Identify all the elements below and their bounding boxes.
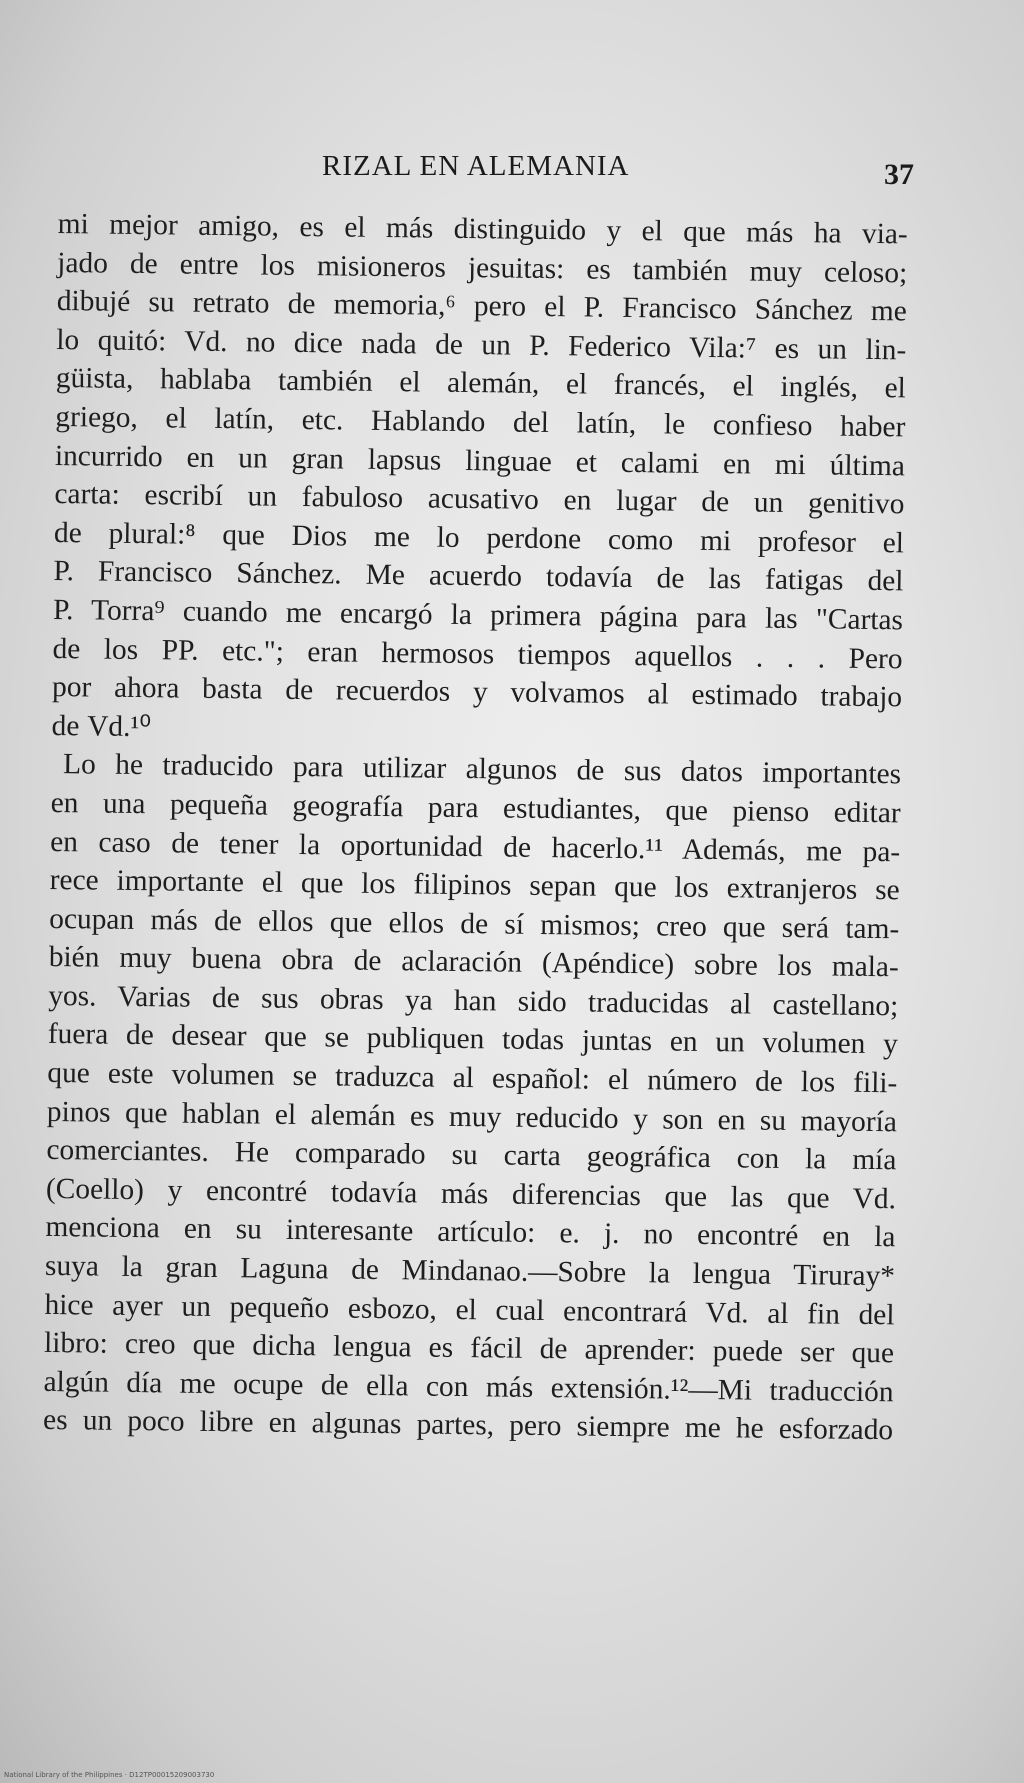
text-line: lo quitó: Vd. no dice nada de un P. Federico Vila:⁷ es un lin- [56,323,907,367]
text-line: por ahora basta de recuerdos y volvamos al estimado trabajo [51,671,903,714]
text-line: mi mejor amigo, es el más distinguido y el que más ha via- [57,207,908,251]
text-line: menciona en su interesante artículo: e. j. no encontré en la [45,1211,896,1254]
text-line: carta: escribí un fabuloso acusativo en lugar de un genitivo [54,478,905,521]
text-line: incurrido en un gran lapsus linguae et calami en mi última [54,439,906,482]
text-line: P. Francisco Sánchez. Me acuerdo todavía de las fatigas del [53,555,904,598]
text-line: rece importante el que los filipinos sepan que los extranjeros se [49,864,900,907]
text-line: de plural:⁸ que Dios me lo perdone como mi profesor el [53,516,905,560]
text-line: güista, hablaba también el alemán, el francés, el inglés, el [55,362,907,405]
page-number: 37 [884,158,914,191]
scan-credit: National Library of the Philippines · D12TP00015209003730 [4,1771,215,1779]
text-line: algún día me ocupe de ella con más extensión.¹²—Mi traducción [43,1365,894,1409]
text-line: de Vd.¹⁰ [51,709,152,743]
text-line: suya la gran Laguna de Mindanao.—Sobre la lengua Tiruray* [44,1249,896,1293]
page-header [0,150,1024,190]
text-line: fuera de desear que se publiquen todas juntas en un volumen y [47,1018,898,1061]
text-line: en caso de tener la oportunidad de hacerlo.¹¹ Además, me pa- [50,825,901,868]
running-title: RIZAL EN ALEMANIA [322,150,630,182]
text-line: es un poco libre en algunas partes, pero siempre me he esforzado [42,1404,894,1447]
text-line: de los PP. etc."; eran hermosos tiempos aquellos . . . Pero [52,632,903,675]
text-line: dibujé su retrato de memoria,⁶ pero el P. Francisco Sánchez me [56,285,907,328]
text-line: (Coello) y encontré todavía más diferencias que las que Vd. [45,1172,897,1216]
text-line: yos. Varias de sus obras ya han sido traducidas al castellano; [48,979,899,1023]
text-line: hice ayer un pequeño esbozo, el cual encontrará Vd. al fin del [44,1288,895,1331]
text-line: griego, el latín, etc. Hablando del latín, le confieso haber [55,400,906,444]
body-text [43,205,908,1450]
text-line: comerciantes. He comparado su carta geográfica con la mía [46,1134,897,1177]
text-line: libro: creo que dicha lengua es fácil de aprender: puede ser que [43,1327,895,1370]
text-line: pinos que hablan el alemán es muy reducido y son en su mayoría [46,1095,898,1138]
text-line: bién muy buena obra de aclaración (Apéndice) sobre los mala- [48,941,899,984]
text-line: que este volumen se traduzca al español: el número de los fili- [47,1056,898,1100]
text-line: Lo he traducido para utilizar algunos de sus datos importantes [62,748,902,791]
text-line: en una pequeña geografía para estudiantes, que pienso editar [50,786,901,830]
text-line: ocupan más de ellos que ellos de sí mismos; creo que será tam- [49,902,900,946]
text-line: jado de entre los misioneros jesuitas: es también muy celoso; [57,246,908,289]
text-line: P. Torra⁹ cuando me encargó la primera página para las "Cartas [52,593,904,637]
